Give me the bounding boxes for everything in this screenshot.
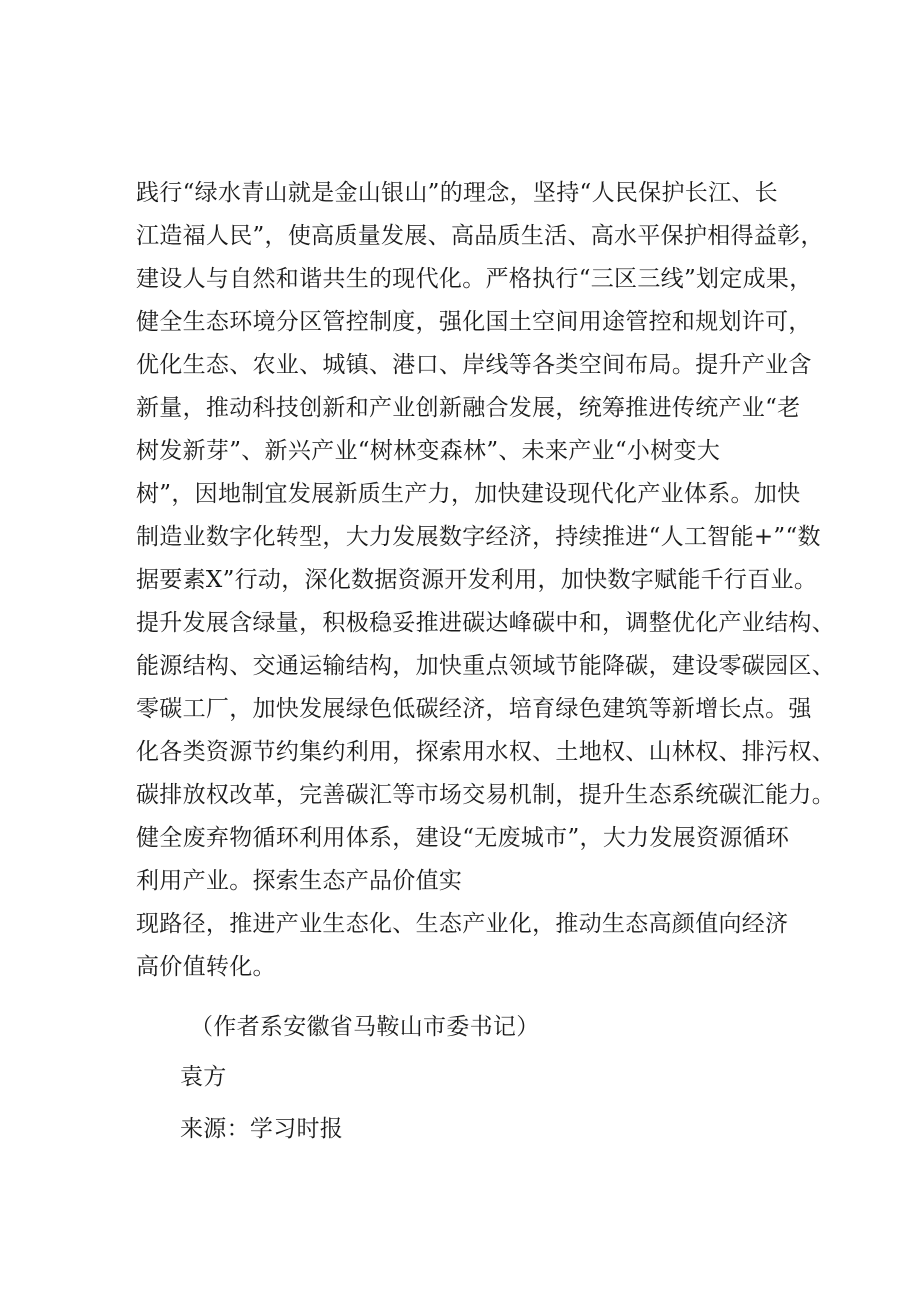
body-line: 树发新芽”、新兴产业“树林变森林”、未来产业“小树变大 [136, 438, 721, 464]
body-line: 利用产业。探索生态产品价值实 [136, 868, 463, 894]
body-line: 健全生态环境分区管控制度，强化国土空间用途管控和规划许可， [136, 309, 812, 335]
body-line: 践行“绿水青山就是金山银山”的理念，坚持“人民保护长江、长 [136, 180, 778, 206]
body-line: 建设人与自然和谐共生的现代化。严格执行“三区三线”划定成果， [136, 266, 813, 292]
body-line: 优化生态、农业、城镇、港口、岸线等各类空间布局。提升产业含 [136, 352, 812, 378]
body-line: 化各类资源节约集约利用，探索用水权、土地权、山林权、排污权、 [136, 739, 835, 765]
body-line: 新量，推动科技创新和产业创新融合发展，统筹推进传统产业“老 [136, 395, 801, 421]
body-line: 碳排放权改革，完善碳汇等市场交易机制，提升生态系统碳汇能力。 [136, 782, 835, 808]
body-line: 现路径，推进产业生态化、生态产业化，推动生态高颜值向经济 [136, 911, 789, 937]
body-line: 能源结构、交通运输结构，加快重点领域节能降碳，建设零碳园区、 [136, 653, 835, 679]
author-note: （作者系安徽省马鞍山市委书记） [190, 1014, 540, 1040]
body-line: 提升发展含绿量，积极稳妥推进碳达峰碳中和，调整优化产业结构、 [136, 610, 835, 636]
author-name: 袁方 [180, 1064, 227, 1090]
body-line: 江造福人民”，使高质量发展、高品质生活、高水平保护相得益彰， [136, 223, 824, 249]
body-line: 健全废弃物循环利用体系，建设“无废城市”，大力发展资源循环 [136, 825, 790, 851]
source-line: 来源：学习时报 [180, 1116, 344, 1142]
body-line: 高价值转化。 [136, 954, 276, 980]
body-line: 零碳工厂，加快发展绿色低碳经济，培育绿色建筑等新增长点。强 [136, 696, 812, 722]
body-line: 制造业数字化转型，大力发展数字经济，持续推进“人工智能+”“数 [136, 524, 821, 550]
body-line: 树”，因地制宜发展新质生产力，加快建设现代化产业体系。加快 [136, 481, 801, 507]
body-line: 据要素X”行动，深化数据资源开发利用，加快数字赋能千行百业。 [136, 567, 818, 593]
